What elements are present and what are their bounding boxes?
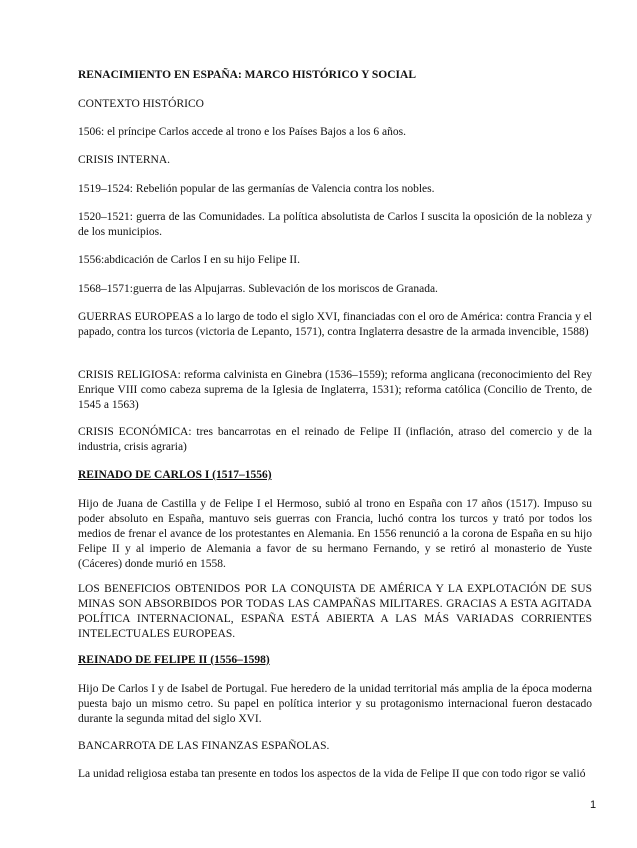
paragraph: CRISIS ECONÓMICA: tres bancarrotas en el reinado de Felipe II (inflación, atraso del comercio y de la industria, crisis agraria) bbox=[78, 426, 592, 453]
paragraph: CRISIS RELIGIOSA: reforma calvinista en Ginebra (1536–1559); reforma anglicana (reconocimiento del Rey Enrique VIII como cabeza suprema de la Iglesia de Inglaterra, 1531); reforma católica (Concilio de Trento, de 1545 a 1563) bbox=[78, 369, 592, 411]
paragraph: 1519–1524: Rebelión popular de las germanías de Valencia contra los nobles. bbox=[78, 183, 435, 195]
section-label-crisis-interna: CRISIS INTERNA. bbox=[78, 154, 171, 166]
paragraph: 1520–1521: guerra de las Comunidades. La política absolutista de Carlos I suscita la oposición de la nobleza y de los municipios. bbox=[78, 211, 592, 238]
section-heading-felipe-ii: REINADO DE FELIPE II (1556–1598) bbox=[78, 654, 270, 666]
paragraph: GUERRAS EUROPEAS a lo largo de todo el siglo XVI, financiadas con el oro de América: contra Francia y el papado, contra los turcos (victoria de Lepanto, 1571), contra Inglaterra desastre de la armada invencible, 1588) bbox=[78, 311, 592, 338]
section-label-bancarrota: BANCARROTA DE LAS FINANZAS ESPAÑOLAS. bbox=[78, 740, 330, 752]
paragraph: 1506: el príncipe Carlos accede al trono e los Países Bajos a los 6 años. bbox=[78, 126, 406, 138]
paragraph: Hijo De Carlos I y de Isabel de Portugal. Fue heredero de la unidad territorial más amplia de la época moderna puesta bajo un mismo cetro. Su papel en política interior y su protagonismo internacional fueron destacado durante la segunda mitad del siglo XVI. bbox=[78, 683, 592, 725]
paragraph: La unidad religiosa estaba tan presente en todos los aspectos de la vida de Felipe II que con todo rigor se valió bbox=[78, 768, 586, 780]
paragraph: 1556:abdicación de Carlos I en su hijo Felipe II. bbox=[78, 254, 300, 266]
paragraph: Hijo de Juana de Castilla y de Felipe I el Hermoso, subió al trono en España con 17 años (1517). Impuso su poder absoluto en España, mantuvo seis guerras con Francia, luchó contra los turcos y trató por todos los medios de frenar el avance de los protestantes en Alemania. En 1556 renunció a la corona de España en su hijo Felipe II y al imperio de Alemania a favor de su hermano Fernando, y se retiró al monasterio de Yuste (Cáceres) donde murió en 1558. bbox=[78, 498, 592, 570]
paragraph: 1568–1571:guerra de las Alpujarras. Sublevación de los moriscos de Granada. bbox=[78, 283, 438, 295]
paragraph: LOS BENEFICIOS OBTENIDOS POR LA CONQUISTA DE AMÉRICA Y LA EXPLOTACIÓN DE SUS MINAS SON ABSORBIDOS POR TODAS LAS CAMPAÑAS MILITARES. GRACIAS A ESTA AGITADA POLÍTICA INTERNACIONAL, ESPAÑA ESTÁ ABIERTA A LAS MÁS VARIADAS CORRIENTES INTELECTUALES EUROPEAS. bbox=[78, 583, 592, 640]
section-heading-carlos-i: REINADO DE CARLOS I (1517–1556) bbox=[78, 469, 272, 481]
document-title: RENACIMIENTO EN ESPAÑA: MARCO HISTÓRICO Y SOCIAL bbox=[78, 69, 417, 81]
section-label-contexto: CONTEXTO HISTÓRICO bbox=[78, 98, 204, 110]
page-number: 1 bbox=[590, 799, 597, 811]
